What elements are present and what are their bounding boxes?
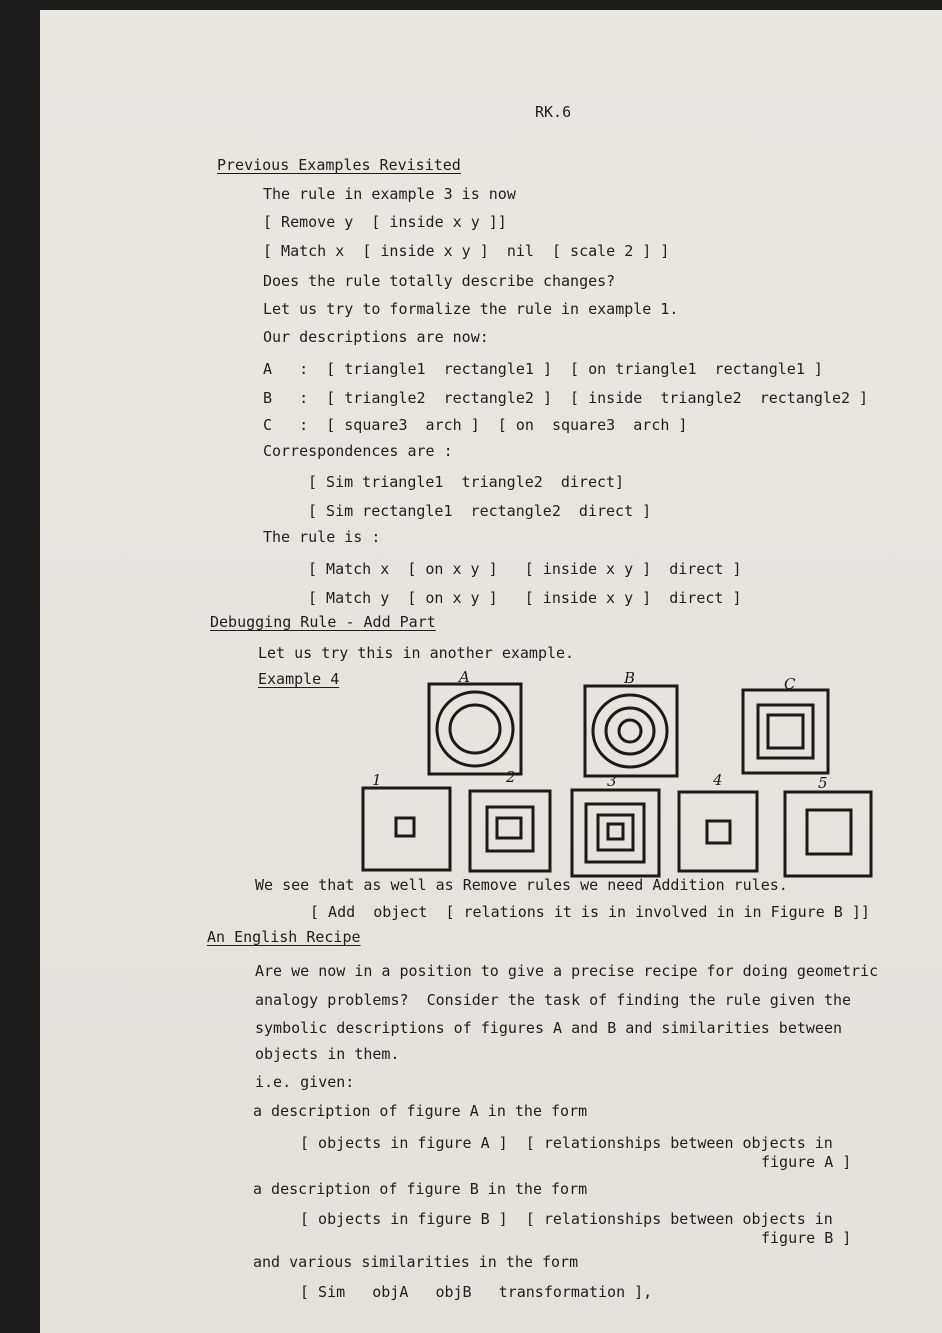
- figure-b: [585, 669, 677, 776]
- option-3: [572, 772, 659, 876]
- text-line: We see that as well as Remove rules we need Addition rules.: [255, 876, 788, 894]
- text-line: The rule is :: [263, 528, 381, 546]
- figure-a: [429, 668, 521, 774]
- correspondence-line: [ Sim rectangle1 rectangle2 direct ]: [308, 502, 652, 520]
- option-2-inner-square: [497, 818, 521, 838]
- figure-a-outer-circle: [437, 692, 513, 766]
- option-5-inner-square: [807, 810, 851, 854]
- option-2-middle-square: [487, 807, 533, 851]
- figure-c-middle-square: [758, 705, 813, 758]
- figure-a-inner-circle: [450, 705, 500, 753]
- option-5: [785, 774, 871, 876]
- figure-c-inner-square: [768, 715, 803, 748]
- option-3-label: 3: [607, 772, 617, 790]
- figure-c: [743, 675, 828, 773]
- heading-previous-examples: Previous Examples Revisited: [217, 156, 461, 174]
- figure-a-label: A: [459, 668, 470, 686]
- figure-a-square: [429, 684, 521, 774]
- description-line: C : [ square3 arch ] [ on square3 arch ]: [263, 416, 688, 434]
- text-line: Are we now in a position to give a precise recipe for doing geometric: [255, 962, 879, 980]
- figure-b-inner-circle: [619, 720, 641, 742]
- option-4-inner-square: [707, 821, 730, 843]
- description-line: A : [ triangle1 rectangle1 ] [ on triangle1 rectangle1 ]: [263, 360, 823, 378]
- text-line: Correspondences are :: [263, 442, 453, 460]
- heading-english-recipe: An English Recipe: [207, 928, 361, 946]
- page-number: RK.6: [535, 103, 572, 121]
- heading-debugging-rule: Debugging Rule - Add Part: [210, 613, 436, 631]
- option-5-outer-square: [785, 792, 871, 876]
- option-1-inner-square: [396, 818, 414, 836]
- option-1-label: 1: [372, 771, 382, 789]
- rule-line: [ Match y [ on x y ] [ inside x y ] direct ]: [308, 589, 742, 607]
- option-3-square-2: [586, 804, 644, 862]
- text-line: symbolic descriptions of figures A and B and similarities between: [255, 1019, 842, 1037]
- text-line: [ objects in figure B ] [ relationships between objects in: [300, 1210, 833, 1228]
- text-line: and various similarities in the form: [253, 1253, 579, 1271]
- text-line: Does the rule totally describe changes?: [263, 272, 616, 290]
- text-line: i.e. given:: [255, 1073, 355, 1091]
- rule-line: [ Match x [ inside x y ] nil [ scale 2 ] ]: [263, 242, 670, 260]
- rule-line: [ Remove y [ inside x y ]]: [263, 213, 507, 231]
- text-line: figure B ]: [761, 1229, 852, 1247]
- figure-b-middle-circle: [606, 708, 654, 754]
- text-line: a description of figure A in the form: [253, 1102, 588, 1120]
- option-2: [470, 768, 550, 871]
- description-line: B : [ triangle2 rectangle2 ] [ inside triangle2 rectangle2 ]: [263, 389, 869, 407]
- figure-b-square: [585, 686, 677, 776]
- rule-line: [ Match x [ on x y ] [ inside x y ] direct ]: [308, 560, 742, 578]
- figure-b-outer-circle: [593, 695, 667, 767]
- option-3-inner-square: [608, 824, 623, 839]
- text-line: [ Sim objA objB transformation ],: [300, 1283, 653, 1301]
- text-line: [ objects in figure A ] [ relationships between objects in: [300, 1134, 833, 1152]
- figure-c-outer-square: [743, 690, 828, 773]
- option-4-outer-square: [679, 792, 757, 871]
- option-2-outer-square: [470, 791, 550, 871]
- rule-line: [ Add object [ relations it is in involved in in Figure B ]]: [310, 903, 870, 921]
- option-1-outer-square: [363, 788, 450, 870]
- option-3-square-3: [598, 815, 633, 850]
- figure-c-label: C: [784, 675, 796, 693]
- option-1: [363, 771, 450, 870]
- correspondence-line: [ Sim triangle1 triangle2 direct]: [308, 473, 625, 491]
- text-line: objects in them.: [255, 1045, 400, 1063]
- text-line: analogy problems? Consider the task of finding the rule given the: [255, 991, 852, 1009]
- text-line: Let us try to formalize the rule in example 1.: [263, 300, 679, 318]
- option-2-label: 2: [506, 768, 516, 786]
- text-line: a description of figure B in the form: [253, 1180, 588, 1198]
- text-line: The rule in example 3 is now: [263, 185, 516, 203]
- option-4-label: 4: [713, 771, 723, 789]
- option-4: [679, 771, 757, 871]
- figure-b-label: B: [624, 669, 636, 687]
- text-line: figure A ]: [761, 1153, 852, 1171]
- heading-example-4: Example 4: [258, 670, 340, 688]
- text-line: Let us try this in another example.: [258, 644, 575, 662]
- text-line: Our descriptions are now:: [263, 328, 489, 346]
- option-5-label: 5: [818, 774, 828, 792]
